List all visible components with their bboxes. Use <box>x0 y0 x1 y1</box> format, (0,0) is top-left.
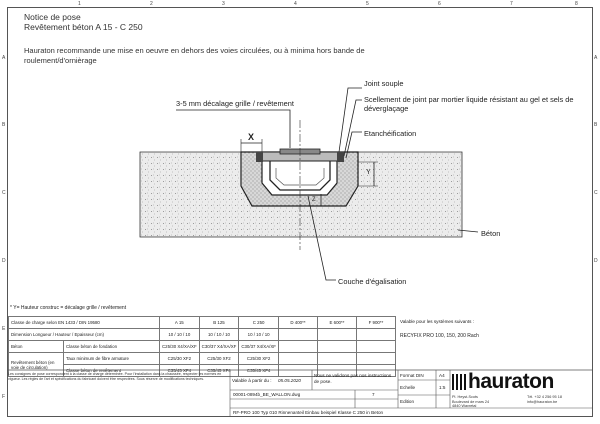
table-cell: 10 / 10 / 10 <box>160 329 200 341</box>
label-sealant: Scellement de joint par mortier liquide résistant au gel et sels de déverglaçage <box>364 95 574 113</box>
disclaimer: Nous ne validons pas nos instructions de pose. <box>314 373 392 384</box>
grid-row-f: F <box>2 394 6 400</box>
table-cell: C25/30 XF2 <box>160 353 200 365</box>
row-sublabel: Classe béton de fondation <box>64 341 160 353</box>
address-line: 4840 Wavretal <box>452 404 477 409</box>
footnote: * Y= Hauteur construc = décalage grille / revêtement <box>10 305 127 311</box>
header-cell: C 250 <box>239 317 279 329</box>
label-concrete: Béton <box>481 229 501 238</box>
company-logo <box>452 370 554 394</box>
format-value: A4 <box>439 373 445 378</box>
label-joint: Joint souple <box>364 79 404 88</box>
row-sublabel: Classe béton de revêtement <box>64 365 160 377</box>
address-line: Pl. Heyst-Scots <box>452 395 478 399</box>
table-cell: C35/45 XF4 <box>160 365 200 377</box>
grid-col-5: 5 <box>366 1 369 7</box>
title-line-2: Revêtement béton A 15 - C 250 <box>24 22 143 32</box>
title-line-1: Notice de pose <box>24 12 81 22</box>
validity-label: Valable pour les systèmes suivants : <box>400 319 474 324</box>
table-cell: 10 / 10 / 10 <box>199 329 239 341</box>
table-cell: C30/37 X4/XA/XF <box>239 341 279 353</box>
row-label: Revêtement béton (en voie de circulation) <box>9 353 64 377</box>
header-cell: Classe de charge selon EN 1433 / DIN 19580 <box>9 317 160 329</box>
grid-row-c-right: C <box>594 190 598 196</box>
logo-mark <box>452 374 466 390</box>
table-cell: C25/30 XF2 <box>239 353 279 365</box>
grid-row-b-right: B <box>594 122 598 128</box>
header-cell: B 125 <box>199 317 239 329</box>
table-cell: C25/30 XF2 <box>199 353 239 365</box>
email: info@hauraton.be <box>527 399 558 404</box>
grid-row-e: E <box>2 326 6 332</box>
grid-col-6: 6 <box>438 1 441 7</box>
document-number: 00001-0894b_BE_WALLON.dwg <box>233 392 301 397</box>
grid-row-a: A <box>2 55 6 61</box>
grid-col-4: 4 <box>294 1 297 7</box>
header-cell: E 600** <box>317 317 356 329</box>
table-cell: C35/45 XF4 <box>239 365 279 377</box>
drawing-description: RF-PRO 100 Typ 010 Rinnenanteil Einbau beispiel Klasse C 250 in Beton <box>233 410 384 415</box>
label-dimension-y: Y <box>366 169 371 176</box>
scale-label: Echelle <box>400 385 416 390</box>
grid-col-7: 7 <box>510 1 513 7</box>
grid-col-3: 3 <box>222 1 225 7</box>
grid-col-1: 1 <box>78 1 81 7</box>
table-cell: C30/37 X4/XA/XF <box>199 341 239 353</box>
grid-row-b: B <box>2 122 6 128</box>
grid-row-d: D <box>2 258 6 264</box>
legal-notice: Les consignes de pose correspondent à la classe de charge déterminée. Pour l'installation dans la chaussée, respecter les normes en vigueur. Les règles de l'art et spécifications du fabricant doivent être respectées. Sous réserve de modifications techniques. <box>8 372 222 381</box>
company-address <box>452 395 489 409</box>
valid-from-date: 05.05.2020 <box>278 378 301 383</box>
address-line: Boulevard de mars 24 <box>452 399 490 404</box>
label-dimension-z: Z <box>312 197 316 203</box>
edition-label: Edition <box>400 399 415 404</box>
grid-row-a-right: A <box>594 55 598 61</box>
table-cell: C35/45 XF4 <box>199 365 239 377</box>
table-cell: C25/30 X4/XA/XF <box>160 341 200 353</box>
grid-col-8: 8 <box>575 1 578 7</box>
valid-from-label: Valable à partir du : <box>232 378 272 383</box>
grid-row-c: C <box>2 190 6 196</box>
phone: Tél. +32 4 256 95 18 <box>527 395 562 399</box>
header-cell: F 900** <box>356 317 395 329</box>
validity-systems: RECYFIX PRO 100, 150, 200 Rach <box>400 333 479 339</box>
grid-col-2: 2 <box>150 1 153 7</box>
label-offset: 3-5 mm décalage grille / revêtement <box>176 99 294 108</box>
company-contact <box>527 395 562 404</box>
sheet-number: 7 <box>372 392 375 397</box>
format-label: Format DIN <box>400 373 424 378</box>
grid-row-d-right: D <box>594 258 598 264</box>
company-name: hauraton <box>468 370 554 393</box>
header-cell: A 15 <box>160 317 200 329</box>
row-label: Dimension Longueur / Hauteur / Epaisseur (cm) <box>9 329 160 341</box>
label-sealing: Etanchéification <box>364 129 417 138</box>
intro-text: Hauraton recommande une mise en oeuvre en dehors des voies circulées, ou à minima hors bande de roulement/d'ornièrage <box>24 46 365 65</box>
label-leveling: Couche d'égalisation <box>338 277 407 286</box>
row-sublabel: Taux minimum de fibre armature <box>64 353 160 365</box>
row-label: Béton <box>9 341 64 353</box>
scale-value: 1:5 <box>439 385 446 390</box>
header-cell: D 400** <box>278 317 317 329</box>
label-dimension-x: X <box>248 132 255 142</box>
table-cell: 10 / 10 / 10 <box>239 329 279 341</box>
